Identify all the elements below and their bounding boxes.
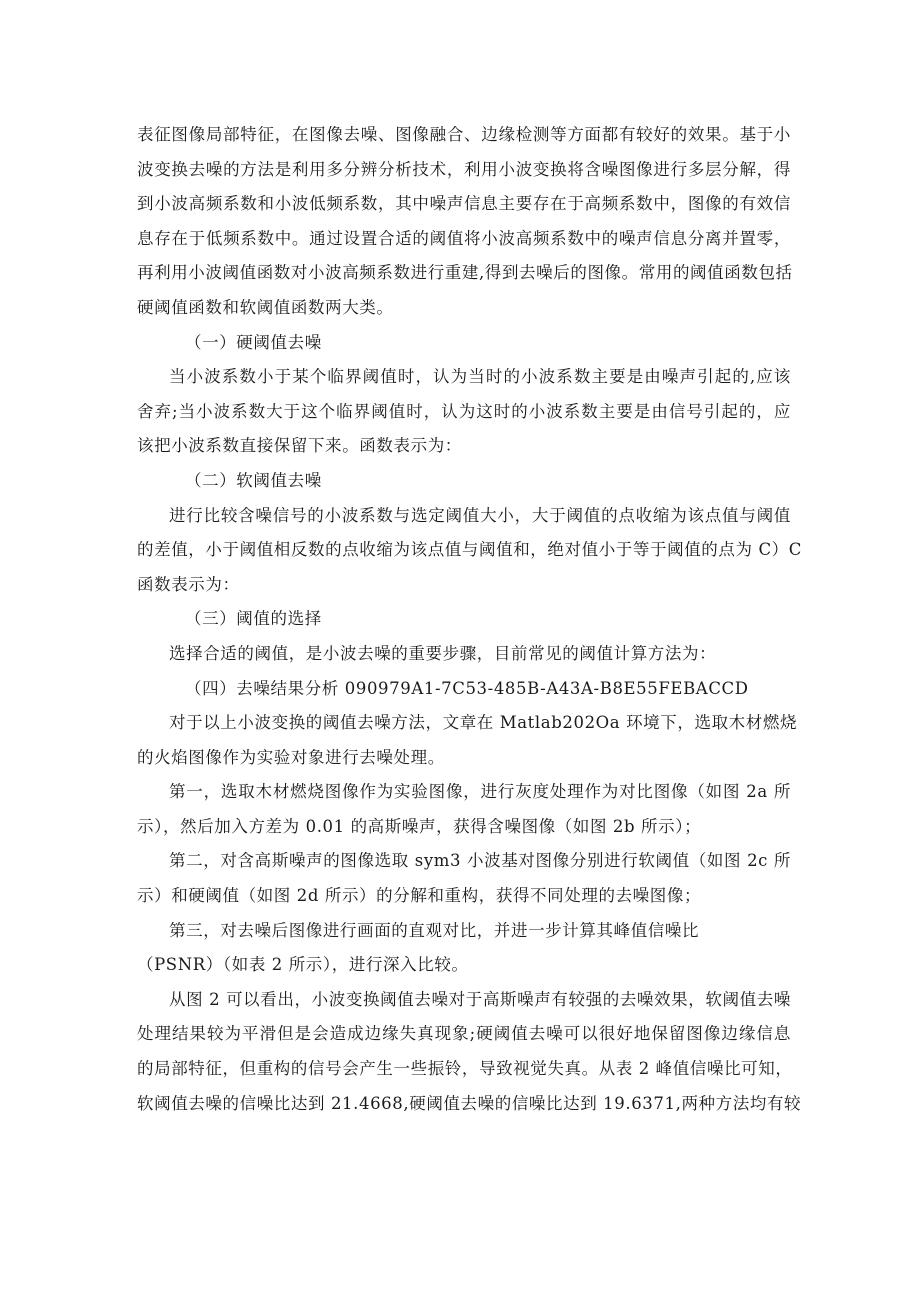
paragraph-line: 硬阈值函数和软阈值函数两大类。: [137, 297, 394, 317]
paragraph-line: 进行比较含噪信号的小波系数与选定阈值大小，大于阈值的点收缩为该点值与阈值: [169, 505, 791, 525]
paragraph-line: 当小波系数小于某个临界阈值时，认为当时的小波系数主要是由噪声引起的,应该: [169, 367, 791, 387]
paragraph-line: 的火焰图像作为实验对象进行去噪处理。: [137, 747, 445, 767]
paragraph-line: 表征图像局部特征，在图像去噪、图像融合、边缘检测等方面都有较好的效果。基于小: [137, 125, 791, 144]
section-heading: （四）去噪结果分析 090979A1-7C53-485B-A43A-B8E55FEBACCD: [185, 678, 749, 698]
paragraph-line: 软阈值去噪的信噪比达到 21.4668,硬阈值去噪的信噪比达到 19.6371,两种方法均有较: [137, 1093, 802, 1113]
paragraph-line: 第二，对含高斯噪声的图像选取 sym3 小波基对图像分别进行软阈值（如图 2c 所: [169, 851, 791, 871]
paragraph-line: 该把小波系数直接保留下来。函数表示为：: [137, 436, 462, 456]
section-heading: （三）阈值的选择: [185, 609, 322, 629]
paragraph-line: 对于以上小波变换的阈值去噪方法，文章在 Matlab202Oa 环境下，选取木材燃烧: [169, 713, 798, 733]
paragraph-line: （PSNR）（如表 2 所示），进行深入比较。: [137, 955, 469, 975]
paragraph-line: 第三，对去噪后图像进行画面的直观对比，并进一步计算其峰值信噪比: [169, 920, 700, 940]
paragraph-line: 函数表示为：: [137, 574, 240, 594]
section-heading: （二）软阈值去噪: [185, 470, 322, 490]
paragraph-line: 示）和硬阈值（如图 2d 所示）的分解和重构，获得不同处理的去噪图像；: [137, 886, 702, 906]
paragraph-line: 处理结果较为平滑但是会造成边缘失真现象;硬阈值去噪可以很好地保留图像边缘信息: [137, 1024, 791, 1044]
paragraph-line: 再利用小波阈值函数对小波高频系数进行重建,得到去噪后的图像。常用的阈值函数包括: [137, 263, 793, 283]
paragraph-line: 的局部特征，但重构的信号会产生一些振铃，导致视觉失真。从表 2 峰值信噪比可知，: [137, 1059, 793, 1079]
paragraph-line: 舍弃;当小波系数大于这个临界阈值时，认为这时的小波系数主要是由信号引起的，应: [137, 401, 791, 421]
paragraph-line: 从图 2 可以看出，小波变换阈值去噪对于高斯噪声有较强的去噪效果，软阈值去噪: [169, 989, 791, 1009]
paragraph-line: 选择合适的阈值，是小波去噪的重要步骤，目前常见的阈值计算方法为：: [169, 643, 717, 663]
document-page: [137, 118, 802, 1121]
paragraph-line: 波变换去噪的方法是利用多分辨分析技术，利用小波变换将含噪图像进行多层分解，得: [137, 159, 791, 179]
paragraph-line: 到小波高频系数和小波低频系数，其中噪声信息主要存在于高频系数中，图像的有效信: [137, 194, 791, 214]
paragraph-line: 的差值，小于阈值相反数的点收缩为该点值与阈值和，绝对值小于等于阈值的点为 C）C: [137, 540, 802, 560]
paragraph-line: 息存在于低频系数中。通过设置合适的阈值将小波高频系数中的噪声信息分离并置零，: [137, 228, 791, 248]
paragraph-line: 第一，选取木材燃烧图像作为实验图像，进行灰度处理作为对比图像（如图 2a 所: [169, 782, 791, 802]
section-heading: （一）硬阈值去噪: [185, 332, 322, 352]
paragraph-line: 示），然后加入方差为 0.01 的高斯噪声，获得含噪图像（如图 2b 所示）；: [137, 816, 702, 836]
